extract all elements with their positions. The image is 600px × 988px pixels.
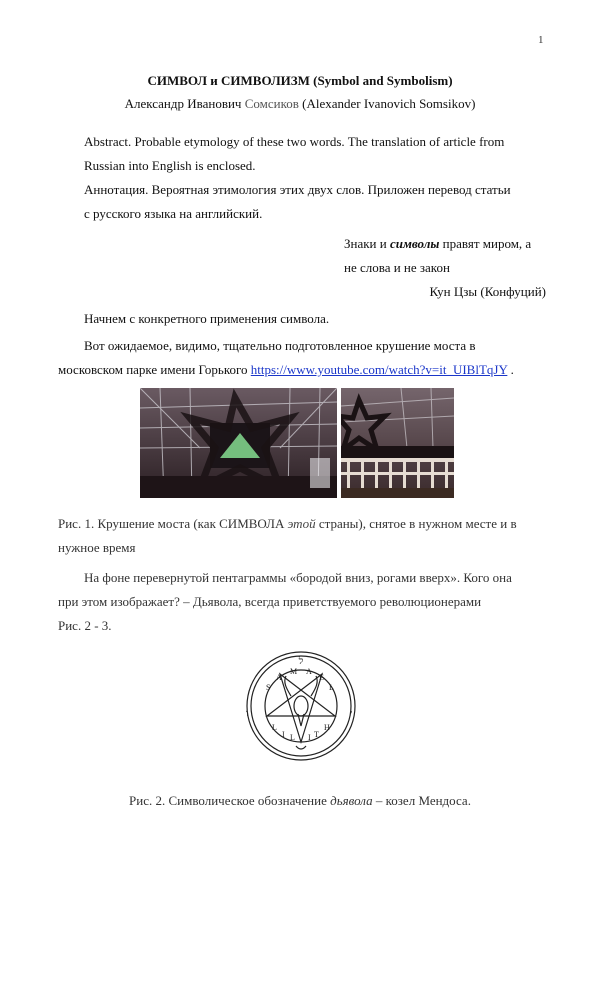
seal-letter-m: M <box>290 667 298 676</box>
figure-2-caption-post: – козел Мендоса. <box>372 793 471 808</box>
seal-letter-t: T <box>314 730 319 739</box>
bridge-photo-1-illustration <box>140 388 337 498</box>
page-number: 1 <box>538 34 544 46</box>
body-p2-line2-post: . <box>507 362 514 377</box>
article-title: СИМВОЛ и СИМВОЛИЗМ (Symbol and Symbolism) <box>147 73 453 88</box>
figure-1-caption <box>58 512 546 560</box>
seal-letter-i: I <box>282 730 285 739</box>
figure-2-caption <box>0 793 600 809</box>
seal-letter-l3: L <box>290 733 295 742</box>
body-paragraph-1: Начнем с конкретного применения символа. <box>84 311 330 326</box>
author-surname: Сомсиков <box>244 96 299 111</box>
figure-1-caption-emphasis: этой <box>287 516 316 531</box>
epigraph-line1 <box>344 232 548 256</box>
seal-letter-l2: L <box>272 723 277 732</box>
author-prefix: Александр Иванович <box>124 96 245 111</box>
figure-1-caption-line1 <box>58 512 546 536</box>
seal-letter-s: S <box>266 683 271 692</box>
figure-1-caption-line2: нужное время <box>58 540 136 555</box>
seal-hebrew-top: ל <box>298 656 304 667</box>
body-paragraph-2 <box>58 334 546 382</box>
abstract-ru-line1: Аннотация. Вероятная этимология этих двух слов. Приложен перевод статьи <box>84 182 511 197</box>
baphomet-seal-figure <box>236 650 366 762</box>
bridge-photo-2 <box>341 388 454 498</box>
body-paragraph-3 <box>58 566 546 638</box>
abstract-en-line2: Russian into English is enclosed. <box>84 158 256 173</box>
seal-hebrew-left: ו <box>246 708 249 718</box>
youtube-link[interactable]: https://www.youtube.com/watch?v=it_UIBlTqJY <box>250 362 508 377</box>
seal-letter-e: E <box>319 673 324 682</box>
author-line <box>0 96 600 112</box>
body-p3-line1: На фоне перевернутой пентаграммы «бородой вниз, рогами вверх». Кого она <box>84 570 512 585</box>
bridge-photo-2-illustration <box>341 388 454 498</box>
author-english: (Alexander Ivanovich Somsikov) <box>298 96 476 111</box>
body-p2-line2 <box>58 358 546 382</box>
epigraph-part1: Знаки и <box>344 236 390 251</box>
figure-1-caption-pre: Рис. 1. Крушение моста (как СИМВОЛА <box>58 516 288 531</box>
figure-2-caption-emphasis: дьявола <box>330 793 373 808</box>
seal-letter-h: H <box>324 723 330 732</box>
body-p3-line3: Рис. 2 - 3. <box>58 618 112 633</box>
abstract-block <box>84 130 554 226</box>
bridge-photo-1 <box>140 388 337 498</box>
body-p2-line1: Вот ожидаемое, видимо, тщательно подготовленное крушение моста в <box>84 338 476 353</box>
epigraph-line2: не слова и не закон <box>344 260 450 275</box>
seal-letter-i2: I <box>308 733 311 742</box>
seal-hebrew-right: י <box>350 708 353 718</box>
seal-letter-a2: A <box>306 667 312 676</box>
epigraph-author: Кун Цзы (Конфуций) <box>429 284 546 299</box>
epigraph-emphasis: символы <box>389 236 440 251</box>
epigraph <box>344 232 548 280</box>
body-p3-line2: при этом изображает? – Дьявола, всегда приветствуемого революционерами <box>58 594 482 609</box>
abstract-ru-line2: с русского языка на английский. <box>84 206 263 221</box>
figure-1-caption-post: страны), снятое в нужном месте и в <box>315 516 517 531</box>
seal-letter-a: A <box>276 673 282 682</box>
seal-letter-l: L <box>329 683 334 692</box>
epigraph-part2: правят миром, а <box>439 236 532 251</box>
baphomet-seal-icon <box>236 650 366 762</box>
figure-2-caption-pre: Рис. 2. Символическое обозначение <box>129 793 331 808</box>
abstract-en-line1: Abstract. Probable etymology of these two words. The translation of article from <box>84 134 505 149</box>
body-p2-line2-pre: московском парке имени Горького <box>58 362 251 377</box>
